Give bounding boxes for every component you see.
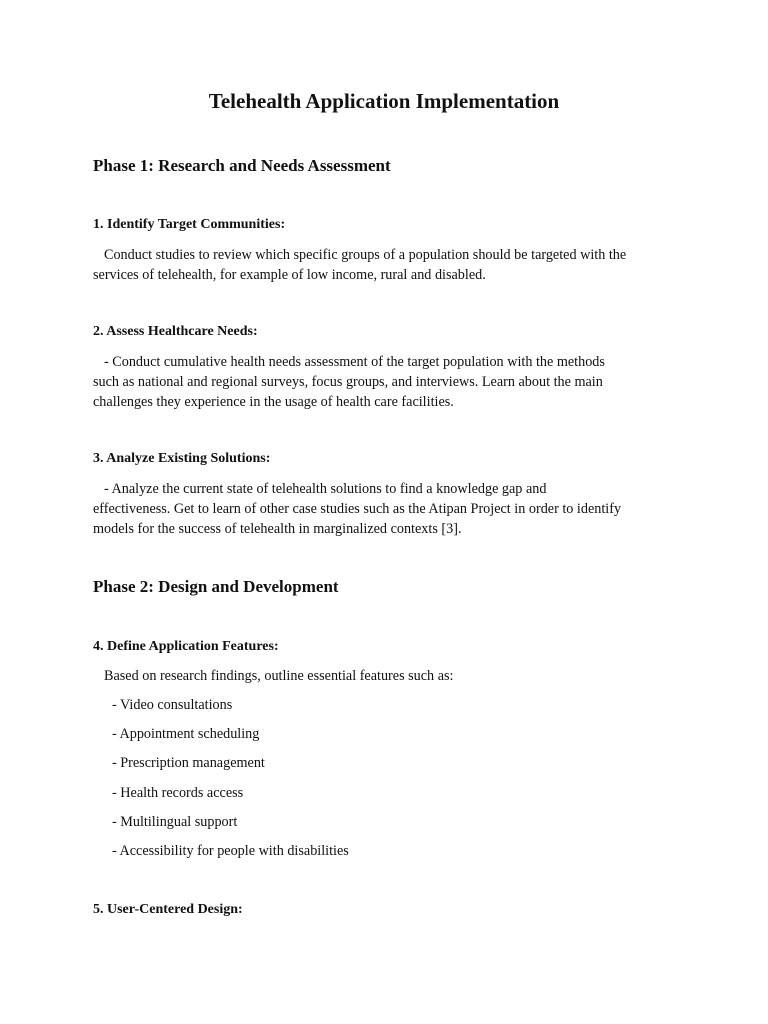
step-4-heading: 4. Define Application Features: [93,639,279,654]
paragraph-line: - Analyze the current state of telehealth solutions to find a knowledge gap and [104,481,547,497]
paragraph-line: services of telehealth, for example of low income, rural and disabled. [93,267,486,283]
feature-item: - Accessibility for people with disabilities [112,843,349,859]
feature-item: - Prescription management [112,755,265,771]
paragraph-line: models for the success of telehealth in marginalized contexts [3]. [93,521,462,537]
step-3-paragraph [93,479,693,539]
document-title: Telehealth Application Implementation [208,89,560,113]
step-1-heading: 1. Identify Target Communities: [93,217,286,232]
paragraph-line: effectiveness. Get to learn of other case studies such as the Atipan Project in order to identify [93,501,622,517]
step-5-heading: 5. User-Centered Design: [93,902,243,917]
phase-1-heading: Phase 1: Research and Needs Assessment [93,156,391,175]
step-3-heading: 3. Analyze Existing Solutions: [93,451,271,466]
feature-item: - Multilingual support [112,814,238,830]
paragraph-line: - Conduct cumulative health needs assessment of the target population with the methods [104,354,605,370]
paragraph-line: such as national and regional surveys, focus groups, and interviews. Learn about the main [93,374,603,390]
features-intro: Based on research findings, outline essential features such as: [104,668,454,684]
feature-item: - Health records access [112,785,244,801]
feature-item: - Appointment scheduling [112,726,260,742]
step-1-paragraph [93,245,693,285]
paragraph-line: challenges they experience in the usage of health care facilities. [93,394,454,410]
phase-2-heading: Phase 2: Design and Development [93,577,339,596]
step-2-heading: 2. Assess Healthcare Needs: [93,324,258,339]
step-2-paragraph [93,352,693,412]
feature-item: - Video consultations [112,697,233,713]
paragraph-line: Conduct studies to review which specific groups of a population should be targeted with the [104,247,627,263]
